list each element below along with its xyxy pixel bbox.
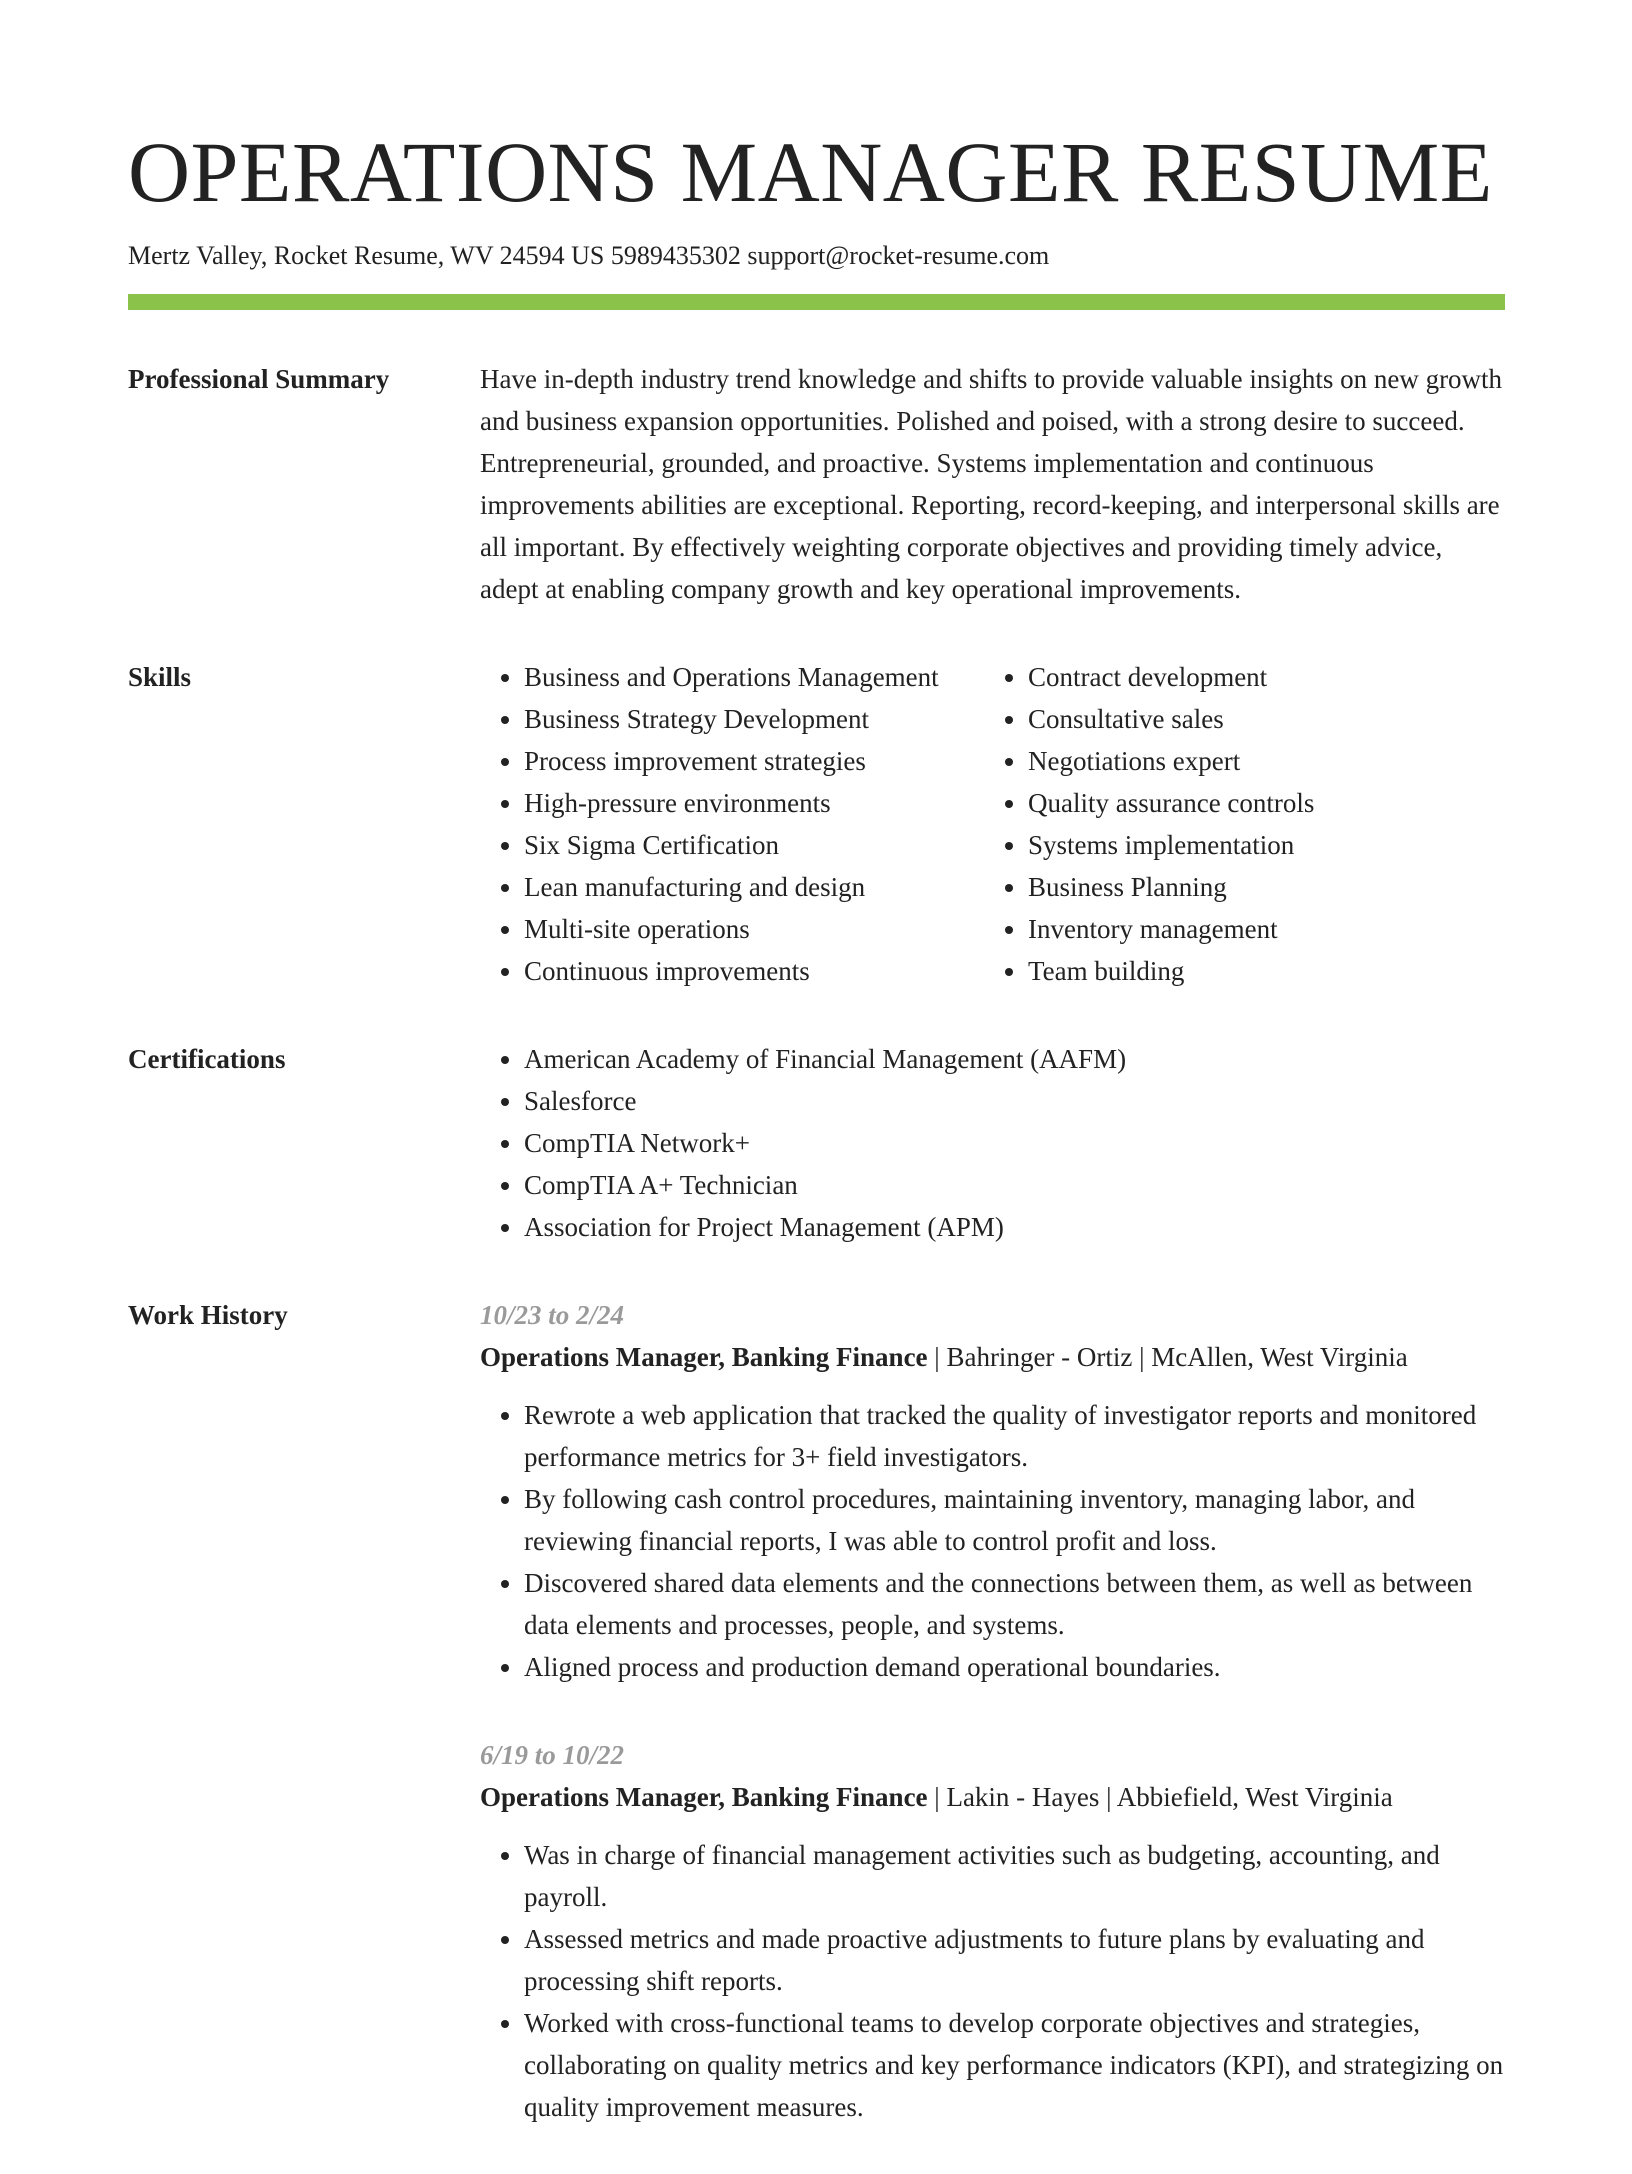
section-label-certifications: Certifications	[128, 1044, 286, 1074]
job-duties-list	[480, 1834, 1505, 2128]
skill-item: • Team building	[1028, 950, 1314, 992]
skill-item: • Business and Operations Management	[524, 656, 984, 698]
resume-title: OPERATIONS MANAGER RESUME	[128, 124, 1493, 220]
skill-item: • Continuous improvements	[524, 950, 984, 992]
job-duty-item: • By following cash control procedures, maintaining inventory, managing labor, and reviewing financial reports, I was able to control profit and loss.	[524, 1478, 1505, 1562]
certification-item: • Association for Project Management (APM)	[524, 1206, 1505, 1248]
work-history-body	[480, 1294, 1505, 2174]
skill-item: • Six Sigma Certification	[524, 824, 984, 866]
skills-section	[128, 656, 1505, 992]
job-entry	[480, 1734, 1505, 2128]
certification-item: • CompTIA Network+	[524, 1122, 1505, 1164]
job-duties-list	[480, 1394, 1505, 1688]
job-title: Operations Manager, Banking Finance	[480, 1782, 928, 1812]
job-details: | Bahringer - Ortiz | McAllen, West Virginia	[927, 1342, 1408, 1372]
skills-list-right	[984, 656, 1314, 992]
skills-grid	[480, 656, 1505, 992]
certifications-section	[128, 1038, 1505, 1248]
section-label-work-history: Work History	[128, 1300, 288, 1330]
job-title: Operations Manager, Banking Finance	[480, 1342, 928, 1372]
skills-list-left	[480, 656, 984, 992]
summary-section	[128, 358, 1505, 610]
job-details: | Lakin - Hayes | Abbiefield, West Virginia	[927, 1782, 1393, 1812]
skill-item: • Business Strategy Development	[524, 698, 984, 740]
contact-info: Mertz Valley, Rocket Resume, WV 24594 US 5989435302 support@rocket-resume.com	[128, 241, 1050, 270]
job-entry	[480, 1294, 1505, 1688]
certifications-body	[480, 1038, 1505, 1248]
section-label-summary: Professional Summary	[128, 364, 390, 394]
skill-item: • Systems implementation	[1028, 824, 1314, 866]
skill-item: • Contract development	[1028, 656, 1314, 698]
certifications-list	[480, 1038, 1505, 1248]
job-duty-item: • Aligned process and production demand operational boundaries.	[524, 1646, 1505, 1688]
work-history-section	[128, 1294, 1505, 2174]
job-heading	[480, 1776, 1505, 1818]
job-heading	[480, 1336, 1505, 1378]
skill-item: • Negotiations expert	[1028, 740, 1314, 782]
job-duty-item: • Worked with cross-functional teams to develop corporate objectives and strategies, collaborating on quality metrics and key performance indicators (KPI), and strategizing on quality improvement measures.	[524, 2002, 1505, 2128]
job-duty-item: • Rewrote a web application that tracked the quality of investigator reports and monitored performance metrics for 3+ field investigators.	[524, 1394, 1505, 1478]
accent-divider	[128, 294, 1505, 310]
summary-text: Have in-depth industry trend knowledge and shifts to provide valuable insights on new growth and business expansion opportunities. Polished and poised, with a strong desire to succeed. Entrepreneurial, grounded, and proactive. Systems implementation and continuous improvements abilities are exceptional. Reporting, record-keeping, and interpersonal skills are all important. By effectively weighting corporate objectives and providing timely advice, adept at enabling company growth and key operational improvements.	[480, 364, 1503, 604]
job-duty-item: • Discovered shared data elements and the connections between them, as well as between data elements and processes, people, and systems.	[524, 1562, 1505, 1646]
skill-item: • Business Planning	[1028, 866, 1314, 908]
job-dates: 6/19 to 10/22	[480, 1740, 625, 1770]
certification-item: • Salesforce	[524, 1080, 1505, 1122]
skill-item: • Quality assurance controls	[1028, 782, 1314, 824]
resume-page	[128, 0, 1505, 2174]
skill-item: • Multi-site operations	[524, 908, 984, 950]
skill-item: • Consultative sales	[1028, 698, 1314, 740]
skill-item: • Inventory management	[1028, 908, 1314, 950]
job-duty-item: • Was in charge of financial management activities such as budgeting, accounting, and payroll.	[524, 1834, 1505, 1918]
certification-item: • CompTIA A+ Technician	[524, 1164, 1505, 1206]
section-label-skills: Skills	[128, 662, 192, 692]
skills-body	[480, 656, 1505, 992]
job-dates: 10/23 to 2/24	[480, 1300, 625, 1330]
skill-item: • High-pressure environments	[524, 782, 984, 824]
certification-item: • American Academy of Financial Management (AAFM)	[524, 1038, 1505, 1080]
summary-body	[480, 358, 1505, 610]
skill-item: • Lean manufacturing and design	[524, 866, 984, 908]
skill-item: • Process improvement strategies	[524, 740, 984, 782]
job-duty-item: • Assessed metrics and made proactive adjustments to future plans by evaluating and processing shift reports.	[524, 1918, 1505, 2002]
